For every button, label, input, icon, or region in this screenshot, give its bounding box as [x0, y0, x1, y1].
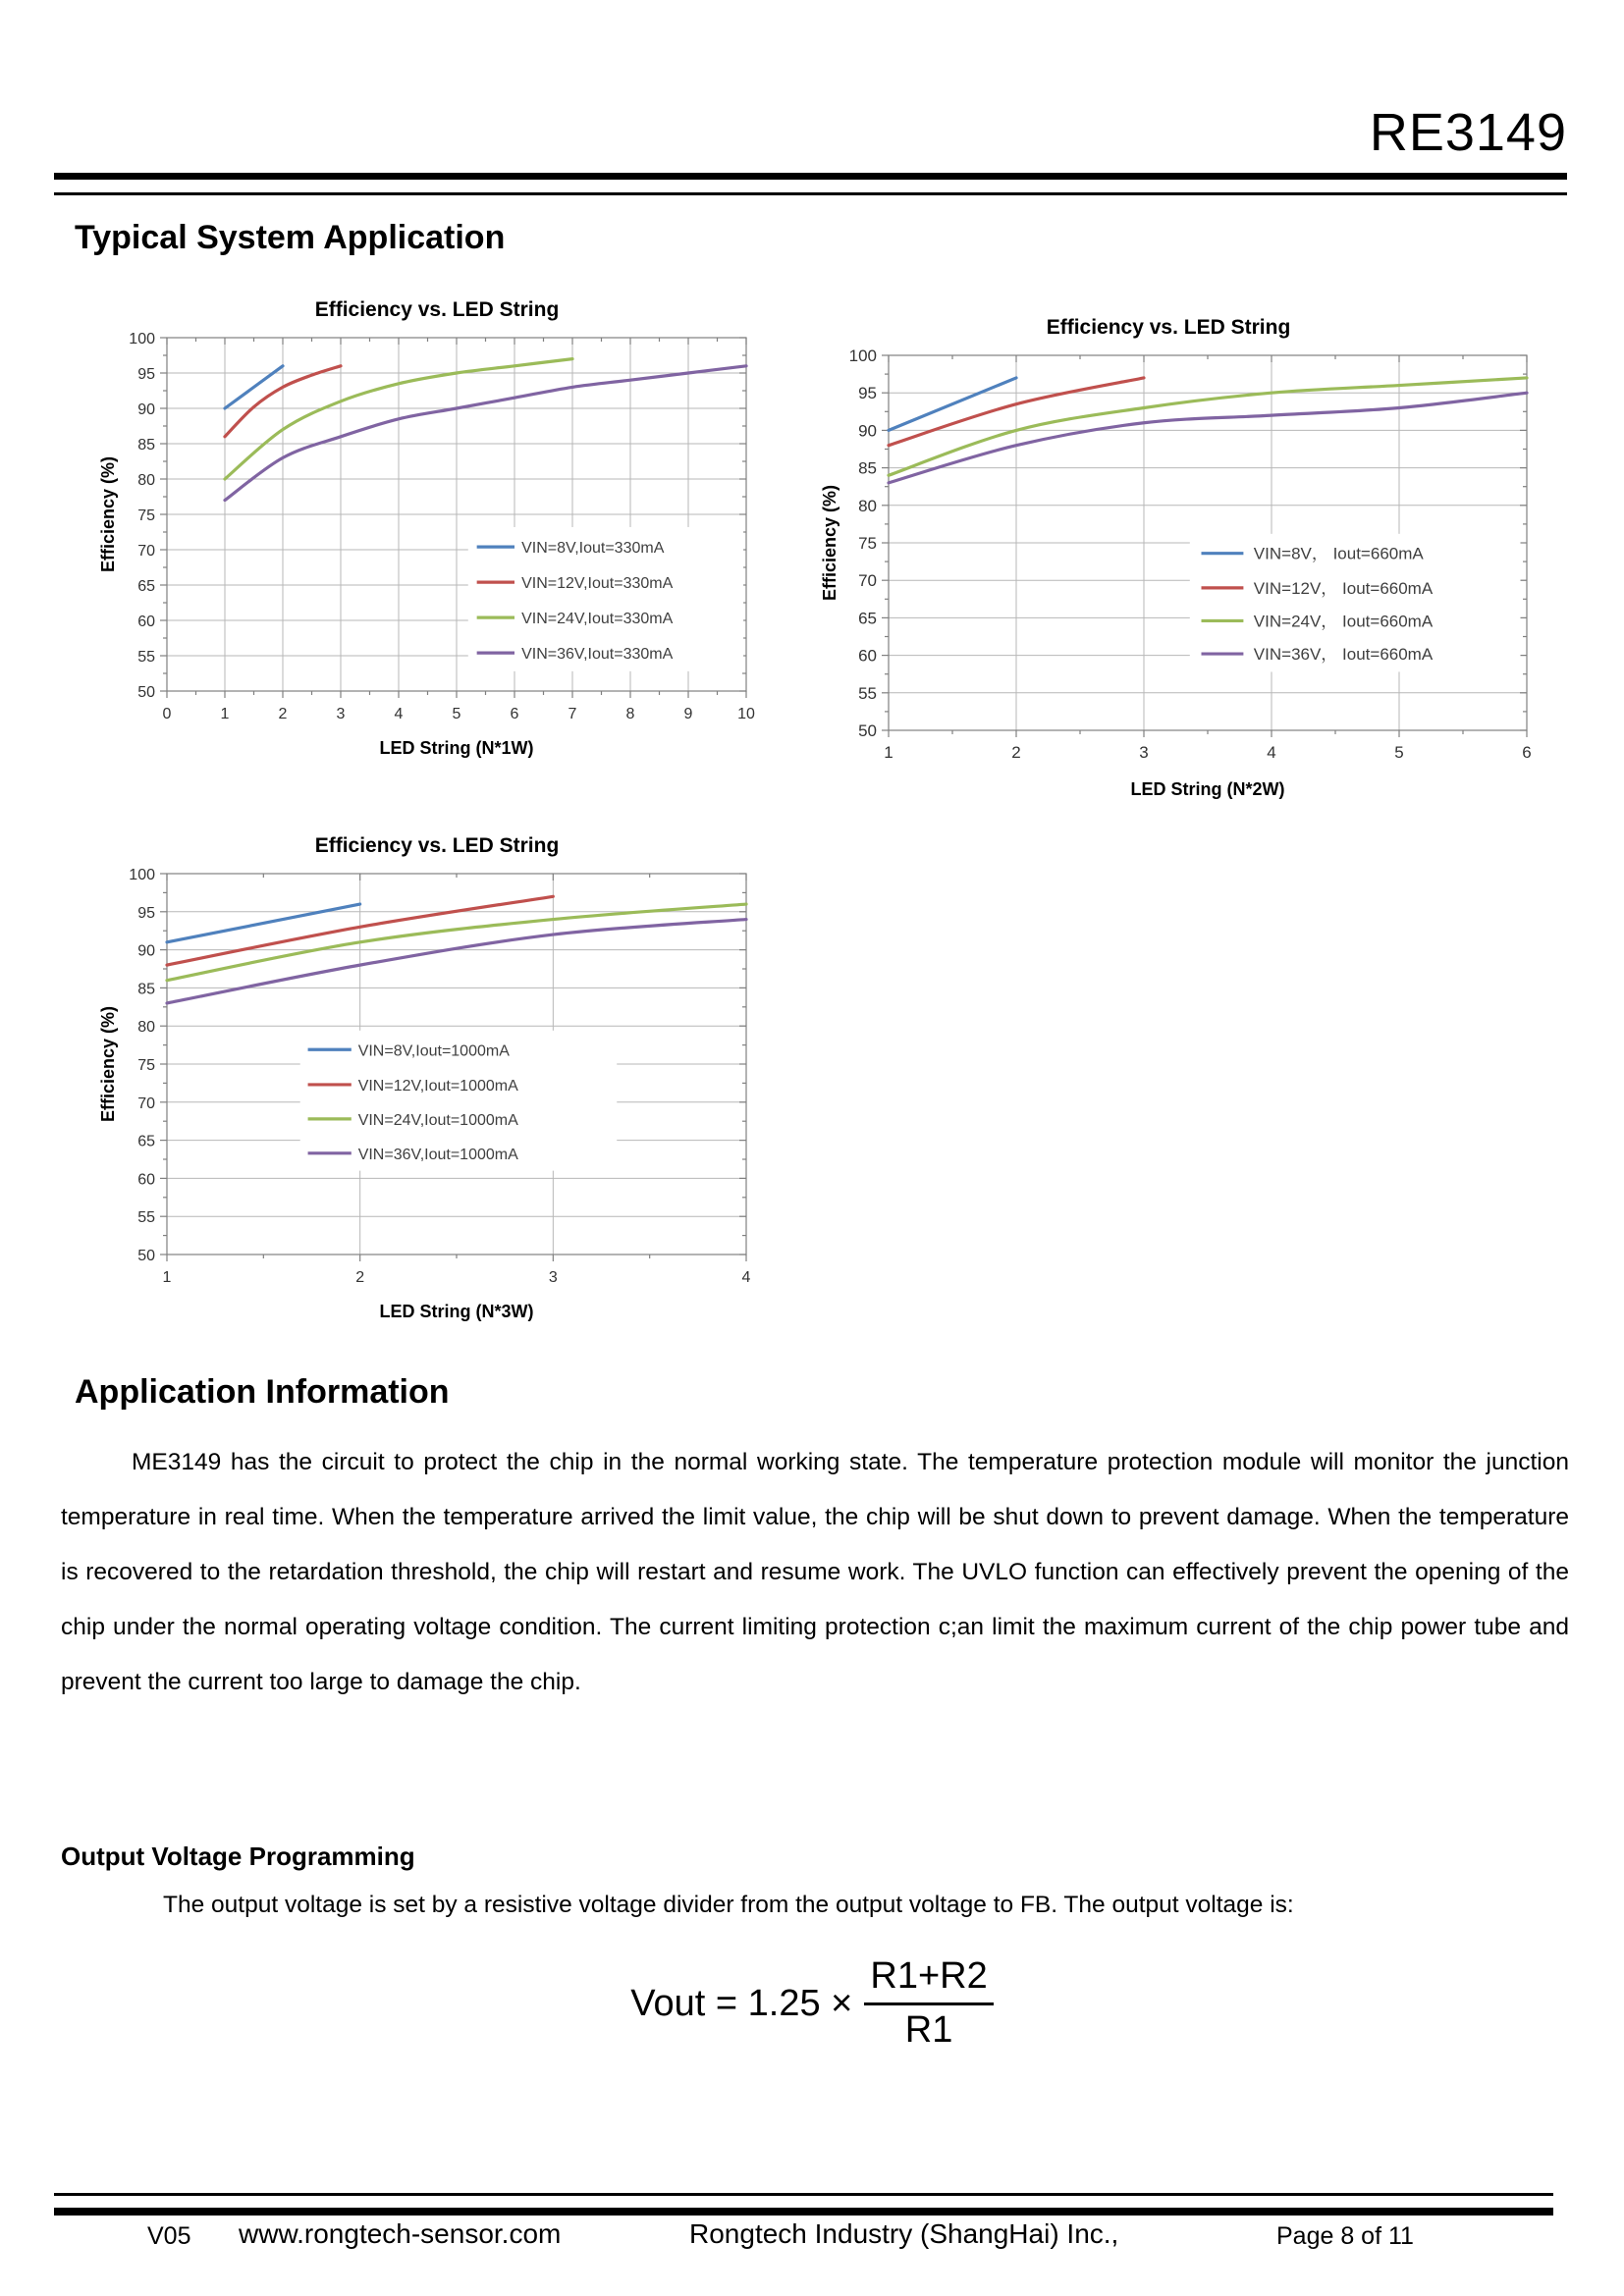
chart-svg — [818, 306, 1542, 809]
x-tick-label: 7 — [568, 706, 577, 722]
x-tick-label: 9 — [683, 706, 693, 722]
y-tick-label: 90 — [137, 401, 155, 418]
x-tick-label: 1 — [162, 1269, 172, 1286]
footer-rule — [54, 2193, 1553, 2216]
x-axis-title: LED String (N*2W) — [1130, 779, 1285, 799]
y-tick-label: 90 — [137, 942, 155, 960]
y-tick-label: 55 — [858, 683, 877, 703]
formula-numerator: R1+R2 — [870, 1955, 988, 1997]
x-tick-label: 10 — [737, 706, 755, 722]
legend — [468, 527, 743, 671]
y-tick-label: 75 — [137, 507, 155, 524]
x-tick-label: 3 — [1139, 743, 1149, 762]
y-tick-label: 95 — [858, 384, 877, 403]
legend-label: VIN=36V， Iout=660mA — [1253, 645, 1434, 665]
header-rule — [54, 173, 1567, 195]
efficiency-chart-n1w — [96, 287, 784, 777]
legend-label: VIN=12V,Iout=330mA — [521, 575, 674, 593]
y-axis-title: Efficiency (%) — [98, 455, 118, 573]
formula-fraction — [864, 1955, 993, 2052]
efficiency-chart-n2w — [818, 306, 1542, 809]
x-tick-label: 4 — [394, 706, 404, 722]
legend-label: VIN=8V,Iout=1000mA — [357, 1042, 510, 1060]
y-tick-label: 95 — [137, 366, 155, 383]
legend — [1190, 534, 1521, 672]
footer-company: Rongtech Industry (ShangHai) Inc., — [689, 2218, 1119, 2249]
y-tick-label: 100 — [129, 867, 155, 883]
formula-lhs: Vout = 1.25 × — [630, 1982, 853, 2024]
y-tick-label: 100 — [848, 347, 877, 365]
y-tick-label: 65 — [137, 1133, 155, 1150]
efficiency-chart-n3w — [96, 823, 784, 1343]
legend-label: VIN=12V， Iout=660mA — [1253, 578, 1434, 598]
legend-label: VIN=8V， Iout=660mA — [1253, 544, 1424, 563]
x-tick-label: 3 — [548, 1269, 558, 1286]
legend — [300, 1031, 618, 1171]
footer-page-number: Page 8 of 11 — [1276, 2222, 1414, 2250]
y-tick-label: 60 — [137, 614, 155, 630]
x-axis-title: LED String (N*3W) — [379, 1302, 534, 1321]
y-tick-label: 85 — [137, 981, 155, 998]
x-axis-title: LED String (N*1W) — [379, 738, 534, 758]
x-tick-label: 2 — [355, 1269, 365, 1286]
y-axis-title: Efficiency (%) — [820, 484, 839, 602]
output-voltage-programming-text: The output voltage is set by a resistive voltage divider from the output voltage to FB. The output voltage is: — [163, 1892, 1294, 1918]
legend-label: VIN=24V,Iout=330mA — [521, 611, 674, 628]
y-tick-label: 55 — [137, 649, 155, 666]
legend-label: VIN=8V,Iout=330mA — [521, 540, 665, 558]
y-tick-label: 55 — [137, 1209, 155, 1227]
legend-label: VIN=24V， Iout=660mA — [1253, 612, 1434, 631]
x-tick-label: 4 — [1267, 743, 1276, 762]
y-tick-label: 60 — [858, 646, 877, 666]
x-tick-label: 3 — [336, 706, 346, 722]
y-tick-label: 75 — [858, 534, 877, 553]
subsection-title-output-voltage-programming: Output Voltage Programming — [61, 1842, 415, 1871]
x-tick-label: 1 — [884, 743, 893, 762]
y-tick-label: 100 — [129, 331, 155, 347]
x-tick-label: 2 — [278, 706, 288, 722]
chart-svg — [96, 287, 784, 777]
x-tick-label: 1 — [220, 706, 230, 722]
y-tick-label: 50 — [858, 721, 877, 740]
y-tick-label: 85 — [137, 437, 155, 454]
series-line-2 — [167, 904, 746, 981]
x-tick-label: 5 — [452, 706, 461, 722]
y-tick-label: 90 — [858, 421, 877, 441]
y-tick-label: 60 — [137, 1171, 155, 1189]
y-tick-label: 70 — [137, 1095, 155, 1112]
y-tick-label: 80 — [137, 1019, 155, 1037]
y-tick-label: 65 — [858, 609, 877, 628]
y-tick-label: 70 — [137, 543, 155, 560]
x-tick-label: 6 — [1522, 743, 1532, 762]
legend-label: VIN=36V,Iout=330mA — [521, 646, 674, 664]
chart-title: Efficiency vs. LED String — [314, 298, 560, 321]
series-line-3 — [889, 393, 1527, 483]
x-tick-label: 4 — [741, 1269, 751, 1286]
y-tick-label: 65 — [137, 578, 155, 595]
y-tick-label: 95 — [137, 904, 155, 922]
vout-formula — [0, 1955, 1624, 2052]
legend-label: VIN=12V,Iout=1000mA — [357, 1077, 518, 1095]
section-title-typical-system-application: Typical System Application — [75, 219, 506, 256]
chart-title: Efficiency vs. LED String — [1046, 316, 1291, 339]
footer-version: V05 — [147, 2222, 191, 2250]
application-information-paragraph: ME3149 has the circuit to protect the chip in the normal working state. The temperature protection module will monitor the junction temperature in real time. When the temperature arrived the limit value, the chip will be shut down to prevent damage. When the temperature is recovered to the retardation threshold, the chip will restart and resume work. The UVLO function can effectively prevent the opening of the chip under the normal operating voltage condition. The current limiting protection c;an limit the maximum current of the chip power tube and prevent the current too large to damage the chip. — [61, 1449, 1569, 1695]
y-tick-label: 50 — [137, 1248, 155, 1264]
series-line-3 — [225, 366, 746, 501]
y-tick-label: 70 — [858, 571, 877, 591]
x-tick-label: 6 — [510, 706, 519, 722]
y-axis-title: Efficiency (%) — [98, 1005, 118, 1123]
x-tick-label: 2 — [1011, 743, 1021, 762]
y-tick-label: 75 — [137, 1057, 155, 1074]
footer-website: www.rongtech-sensor.com — [239, 2218, 562, 2249]
x-tick-label: 5 — [1394, 743, 1404, 762]
formula-denominator: R1 — [864, 2002, 993, 2052]
y-tick-label: 50 — [137, 684, 155, 701]
y-tick-label: 85 — [858, 458, 877, 478]
series-line-0 — [225, 366, 283, 408]
y-tick-label: 80 — [858, 496, 877, 515]
y-tick-label: 80 — [137, 472, 155, 489]
legend-label: VIN=24V,Iout=1000mA — [357, 1111, 518, 1129]
chart-title: Efficiency vs. LED String — [314, 834, 560, 857]
section-title-application-information: Application Information — [75, 1373, 450, 1411]
chart-svg — [96, 823, 784, 1343]
series-line-0 — [167, 904, 360, 942]
part-number: RE3149 — [1369, 103, 1567, 162]
x-tick-label: 8 — [625, 706, 635, 722]
x-tick-label: 0 — [162, 706, 172, 722]
legend-label: VIN=36V,Iout=1000mA — [357, 1146, 518, 1163]
